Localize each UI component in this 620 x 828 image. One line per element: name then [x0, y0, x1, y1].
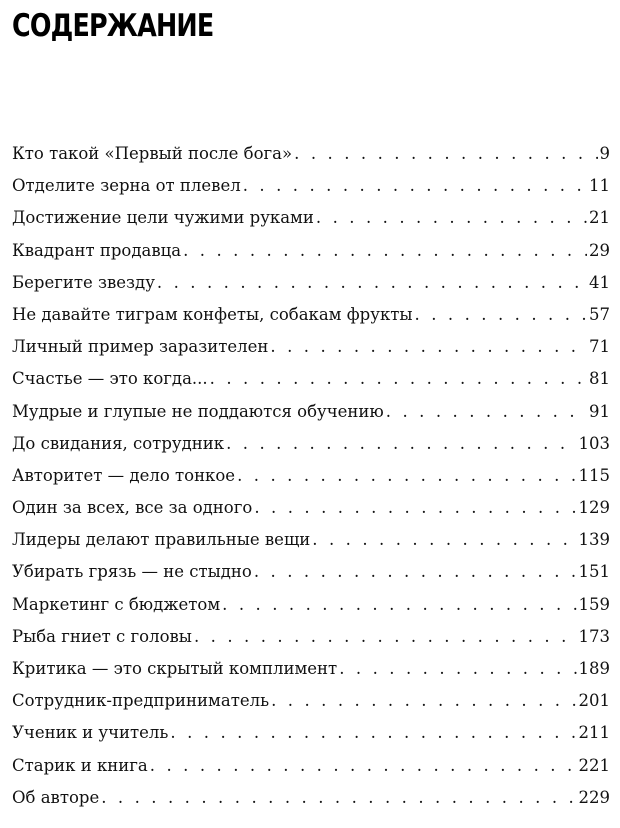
toc-entry-title: Рыба гниет с головы	[12, 626, 192, 646]
toc-entry-page: 201	[578, 691, 610, 711]
dot-leader	[386, 402, 587, 421]
toc-entry-title: Не давайте тиграм конфеты, собакам фрукты	[12, 304, 413, 324]
toc-entry	[12, 498, 610, 530]
toc-entry	[12, 402, 610, 434]
toc-entry	[12, 466, 610, 498]
toc-entry-page: 229	[578, 787, 610, 807]
toc-entry-page: 173	[578, 626, 610, 646]
toc-entry	[12, 788, 610, 820]
toc-entry	[12, 144, 610, 176]
toc-entry-title: Об авторе	[12, 787, 100, 807]
toc-entry-title: Личный пример заразителен	[12, 337, 269, 357]
toc-entry-page: 41	[589, 272, 610, 292]
toc-entry-page: 11	[589, 176, 610, 196]
toc-entry-title: Ученик и учитель	[12, 723, 169, 743]
toc-entry	[12, 627, 610, 659]
toc-entry	[12, 595, 610, 627]
dot-leader	[222, 595, 576, 614]
toc-entry-title: Убирать грязь — не стыдно	[12, 562, 252, 582]
toc-entry-title: Авторитет — дело тонкое	[12, 465, 236, 485]
dot-leader	[316, 208, 587, 227]
toc-entry-title: Лидеры делают правильные вещи	[12, 530, 311, 550]
dot-leader	[243, 176, 587, 195]
toc-entry-page: 21	[589, 208, 610, 228]
toc-entry-title: Мудрые и глупые не поддаются обучению	[12, 401, 384, 421]
dot-leader	[150, 756, 577, 775]
toc-entry-title: Берегите звезду	[12, 272, 155, 292]
toc-entry	[12, 305, 610, 337]
toc-entry-page: 139	[578, 530, 610, 550]
page-title: СОДЕРЖАНИЕ	[12, 8, 214, 44]
dot-leader	[270, 337, 587, 356]
toc-entry	[12, 530, 610, 562]
toc-entry-page: 57	[589, 304, 610, 324]
dot-leader	[271, 691, 576, 710]
toc-entry-page: 29	[589, 240, 610, 260]
toc-entry-title: До свидания, сотрудник	[12, 433, 225, 453]
toc-entry	[12, 273, 610, 305]
toc-entry-page: 103	[578, 433, 610, 453]
dot-leader	[183, 241, 587, 260]
toc-entry	[12, 369, 610, 401]
toc-entry-title: Достижение цели чужими руками	[12, 208, 314, 228]
dot-leader	[254, 562, 577, 581]
toc-entry	[12, 691, 610, 723]
toc-entry-title: Один за всех, все за одного	[12, 498, 253, 518]
toc-entry-title: Сотрудник-предприниматель	[12, 691, 270, 711]
toc-entry-page: 211	[578, 723, 610, 743]
toc-entry-page: 9	[599, 144, 610, 163]
toc-entry-title: Критика — это скрытый комплимент	[12, 659, 338, 678]
table-of-contents	[12, 144, 610, 820]
dot-leader	[415, 305, 587, 324]
toc-entry-page: 159	[578, 594, 610, 614]
toc-entry	[12, 241, 610, 273]
toc-entry-title: Старик и книга	[12, 755, 148, 775]
toc-entry-page: 71	[589, 337, 610, 357]
toc-entry-page: 129	[578, 498, 610, 518]
toc-entry	[12, 434, 610, 466]
toc-entry-title: Маркетинг с бюджетом	[12, 594, 221, 614]
toc-entry-title: Отделите зерна от плевел	[12, 176, 241, 196]
dot-leader	[237, 466, 576, 485]
dot-leader	[157, 273, 587, 292]
dot-leader	[170, 723, 576, 742]
toc-entry-page: 189	[578, 659, 610, 678]
toc-entry-title: Квадрант продавца	[12, 240, 182, 260]
dot-leader	[339, 659, 576, 678]
toc-entry-page: 115	[578, 465, 610, 485]
dot-leader	[226, 434, 576, 453]
toc-entry-title: Кто такой «Первый после бога»	[12, 144, 293, 163]
dot-leader	[101, 788, 576, 807]
toc-entry-page: 221	[578, 755, 610, 775]
toc-entry	[12, 562, 610, 594]
toc-entry	[12, 337, 610, 369]
dot-leader	[294, 144, 597, 163]
toc-entry-page: 81	[589, 369, 610, 389]
dot-leader	[254, 498, 576, 517]
toc-entry-page: 91	[589, 401, 610, 421]
dot-leader	[194, 627, 577, 646]
toc-entry	[12, 176, 610, 208]
toc-entry-title: Счастье — это когда...	[12, 369, 208, 389]
toc-entry	[12, 723, 610, 755]
toc-entry-page: 151	[578, 562, 610, 582]
dot-leader	[210, 369, 587, 388]
toc-entry	[12, 208, 610, 240]
toc-entry	[12, 659, 610, 691]
toc-entry	[12, 756, 610, 788]
dot-leader	[312, 530, 576, 549]
